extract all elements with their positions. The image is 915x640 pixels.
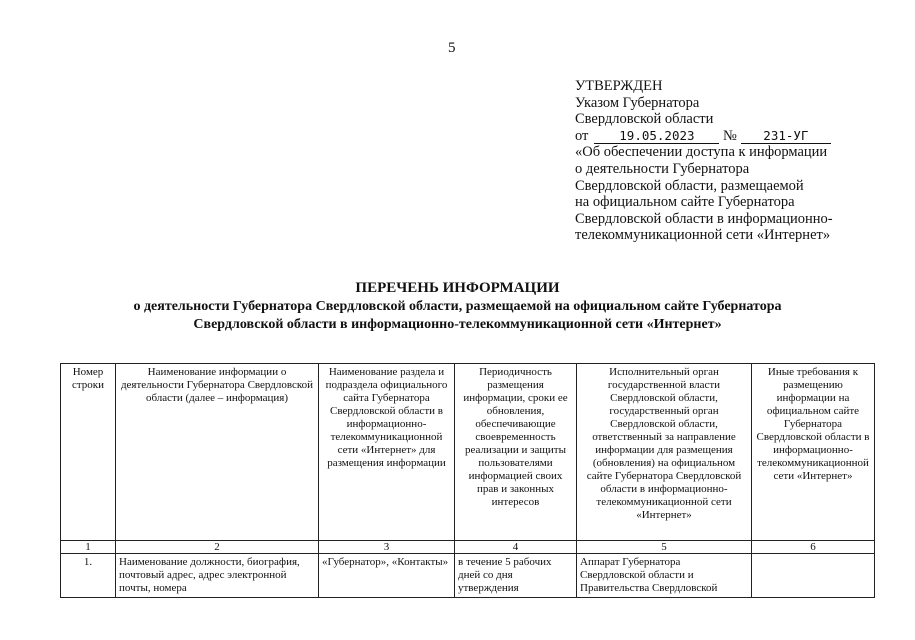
row-responsible: Аппарат Губернатора Свердловской области и Правительства Свердловской xyxy=(577,554,752,598)
column-number: 5 xyxy=(577,541,752,554)
decree-title-line: на официальном сайте Губернатора xyxy=(575,194,795,211)
row-site-section: «Губернатор», «Контакты» xyxy=(319,554,455,598)
column-header: Периодичность размещения информации, сроки ее обновления, обеспечивающие своевременность реализации и защиты пользователями информацией своих прав и законных интересов xyxy=(455,364,577,541)
decree-title-line: Свердловской области, размещаемой xyxy=(575,177,804,194)
decree-title-line: Свердловской области в информационно- xyxy=(575,210,833,227)
row-info-name: Наименование должности, биография, почтовый адрес, адрес электронной почты, номера xyxy=(116,554,319,598)
approval-date: 19.05.2023 xyxy=(594,129,719,144)
column-number: 2 xyxy=(116,541,319,554)
date-prefix: от xyxy=(575,127,589,144)
approval-number: 231-УГ xyxy=(741,129,831,144)
document-subtitle: о деятельности Губернатора Свердловской области, размещаемой на официальном сайте Губернатора xyxy=(133,299,782,314)
column-number: 3 xyxy=(319,541,455,554)
page-number: 5 xyxy=(448,40,456,56)
column-number: 1 xyxy=(61,541,116,554)
approval-decree: Указом Губернатора xyxy=(575,94,700,111)
column-header: Номер строки xyxy=(61,364,116,541)
row-periodicity: в течение 5 рабочих дней со дня утверждения xyxy=(455,554,577,598)
decree-title-line: «Об обеспечении доступа к информации xyxy=(575,144,828,161)
column-number-row xyxy=(61,541,875,554)
decree-title-line: телекоммуникационной сети «Интернет» xyxy=(575,227,831,244)
approval-block xyxy=(575,78,875,244)
table-header-row xyxy=(61,364,875,541)
decree-title-line: о деятельности Губернатора xyxy=(575,160,750,177)
approval-status: УТВЕРЖДЕН xyxy=(575,78,663,94)
number-prefix: № xyxy=(723,127,737,144)
information-table xyxy=(60,363,875,598)
approval-date-line xyxy=(575,128,875,145)
table-row xyxy=(61,554,875,598)
column-number: 6 xyxy=(752,541,875,554)
column-number: 4 xyxy=(455,541,577,554)
document-subtitle: Свердловской области в информационно-телекоммуникационной сети «Интернет» xyxy=(193,317,722,332)
row-number: 1. xyxy=(61,554,116,598)
approval-region: Свердловской области xyxy=(575,111,714,128)
column-header: Исполнительный орган государственной власти Свердловской области, государственный орган Свердловской области, ответственный за направление информации для размещения (обновления) на официальном сайте Губернатора Свердловской области в информационно-телекоммуникационной сети «Интернет» xyxy=(577,364,752,541)
document-heading xyxy=(0,278,915,334)
document-title: ПЕРЕЧЕНЬ ИНФОРМАЦИИ xyxy=(355,280,560,296)
column-header: Наименование раздела и подраздела официального сайта Губернатора Свердловской области в информационно-телекоммуникационной сети «Интернет» для размещения информации xyxy=(319,364,455,541)
column-header: Иные требования к размещению информации на официальном сайте Губернатора Свердловской области в информационно-телекоммуникационной сети «Интернет» xyxy=(752,364,875,541)
row-other-requirements xyxy=(752,554,875,598)
column-header: Наименование информации о деятельности Губернатора Свердловской области (далее – информация) xyxy=(116,364,319,541)
